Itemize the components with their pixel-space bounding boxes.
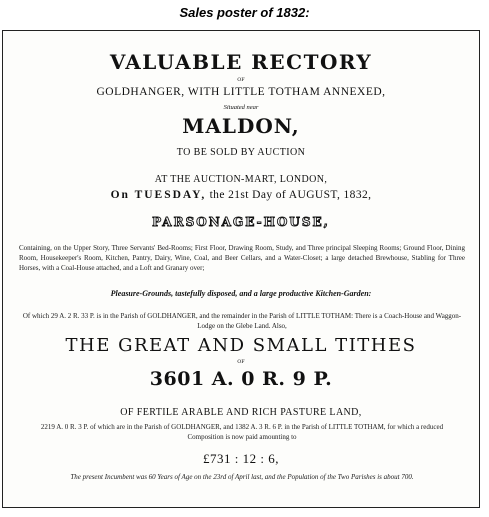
acreage-heading: 3601 A. 0 R. 9 P. — [149, 368, 333, 390]
composition-amount: £731 : 12 : 6, — [203, 451, 279, 466]
incumbent-note: The present Incumbent was 60 Years of Age on the 23rd of April last, and the Population of the Two Parishes is about 700. — [70, 473, 414, 481]
house-description: Containing, on the Upper Story, Three Servants' Bed-Rooms; First Floor, Drawing Room, Study, and Three principal Sleeping Rooms; Ground Floor, Dining Room, Housekeeper's Room, Kitchen, Pantry, Dairy, Wine, Coal, and Beer Cellars, and a Water-Closet; a large detached Brewhouse, Stabling for Three Horses, with a Coal-House attached, and a Loft and Granary over; — [19, 244, 465, 272]
land-type-line: OF FERTILE ARABLE AND RICH PASTURE LAND, — [120, 407, 362, 418]
auction-date-day: On TUESDAY, — [110, 189, 207, 201]
auction-venue: AT THE AUCTION-MART, LONDON, — [154, 174, 328, 185]
connector-of: OF — [237, 77, 245, 83]
tithes-heading: THE GREAT AND SMALL TITHES — [65, 335, 417, 356]
sales-poster — [2, 30, 480, 508]
situated-note: Situated near — [223, 104, 259, 111]
acreage-split-detail: 2219 A. 0 R. 3 P. of which are in the Parish of GOLDHANGER, and 1382 A. 3 R. 6 P. in the Parish of LITTLE TOTHAM, for which a reduced Composition is now paid amounting to — [40, 423, 444, 441]
poster-title: VALUABLE RECTORY — [109, 50, 373, 74]
auction-date — [3, 189, 479, 201]
town-heading: MALDON, — [182, 114, 300, 138]
auction-notice: TO BE SOLD BY AUCTION — [176, 147, 306, 158]
grounds-line: Pleasure-Grounds, tastefully disposed, and a large productive Kitchen-Garden: — [110, 289, 372, 298]
image-caption: Sales poster of 1832: — [179, 5, 310, 20]
connector-of-2: OF — [237, 359, 245, 365]
land-parish-detail: Of which 29 A. 2 R. 33 P. is in the Parish of GOLDHANGER, and the remainder in the Parish of LITTLE TOTHAM: There is a Coach-House and Waggon-Lodge on the Glebe Land. Also, — [22, 312, 462, 330]
parish-line: GOLDHANGER, WITH LITTLE TOTHAM ANNEXED, — [96, 86, 386, 98]
auction-date-rest: the 21st Day of AUGUST, 1832, — [206, 189, 372, 201]
parsonage-heading: PARSONAGE-HOUSE, — [152, 215, 330, 229]
